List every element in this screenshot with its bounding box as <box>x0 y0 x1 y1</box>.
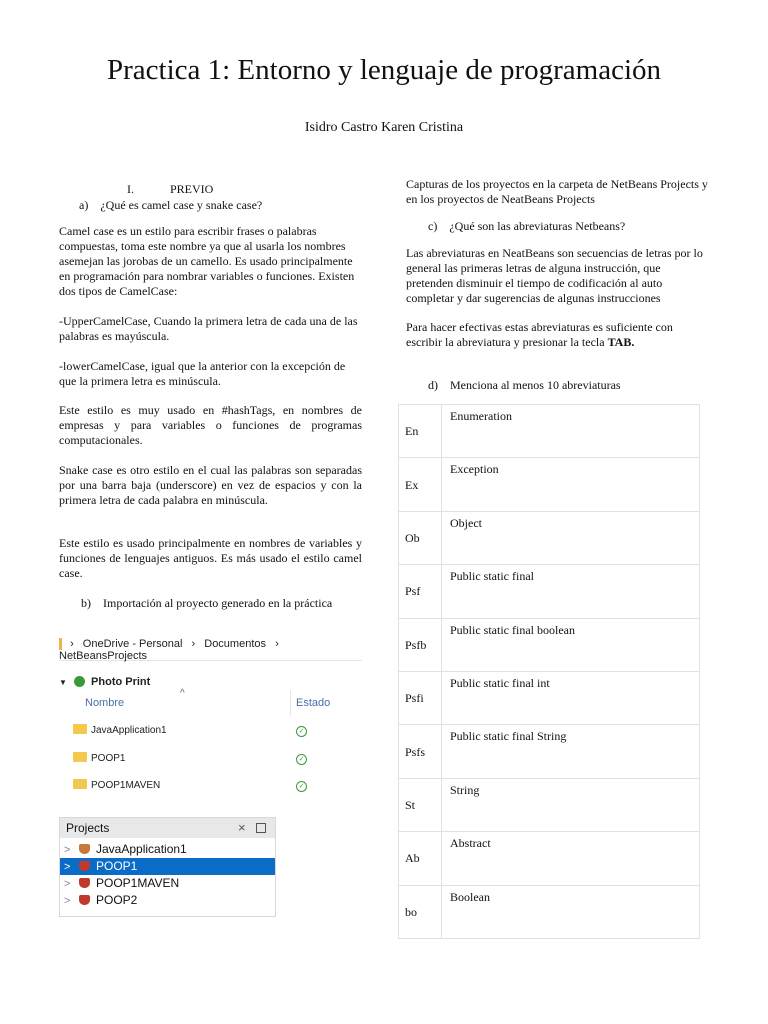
chevron-right-icon: › <box>191 638 196 651</box>
maven-project-icon <box>79 861 90 871</box>
question-a: a) ¿Qué es camel case y snake case? <box>79 198 263 212</box>
file-row-name: JavaApplication1 <box>91 725 167 736</box>
paragraph-tab-text: Para hacer efectivas estas abreviaturas es suficiente con escribir la abreviatura y presionar la tecla <box>406 320 673 349</box>
abbreviation-code: Psf <box>399 565 442 618</box>
abbreviation-code: En <box>399 405 442 458</box>
project-item[interactable] <box>60 841 275 858</box>
expand-chevron-icon[interactable]: > <box>64 895 71 907</box>
caret-down-icon[interactable]: ▼ <box>59 678 67 687</box>
paragraph-hashtags: Este estilo es muy usado en #hashTags, en nombres de empresas y para variables o funciones de programas computacionales. <box>59 403 362 447</box>
expand-chevron-icon[interactable]: > <box>64 861 71 873</box>
paragraph-usage: Este estilo es usado principalmente en nombres de variables y funciones de lenguajes antiguos. Es más usado el estilo camel case. <box>59 536 362 580</box>
chevron-right-icon: › <box>275 638 279 651</box>
abbreviation-code: St <box>399 778 442 831</box>
file-row[interactable] <box>73 725 167 736</box>
abbreviation-row <box>399 671 700 724</box>
breadcrumb-item-netbeansprojects[interactable]: NetBeansProjects <box>59 650 148 663</box>
abbreviation-meaning: Public static final boolean <box>442 618 700 671</box>
abbreviation-row <box>399 565 700 618</box>
abbreviations-table <box>398 404 700 939</box>
file-row-name: POOP1 <box>91 753 126 764</box>
abbreviation-row <box>399 458 700 511</box>
abbreviation-row <box>399 725 700 778</box>
tree-root-label: Photo Print <box>91 676 151 688</box>
project-item-selected[interactable] <box>60 858 275 875</box>
folder-icon <box>73 724 87 734</box>
tab-key-label: TAB. <box>607 335 635 349</box>
sync-ok-icon: ✓ <box>296 726 307 737</box>
project-item-label: POOP1 <box>96 859 138 873</box>
abbreviation-code: Ob <box>399 511 442 564</box>
column-divider <box>290 690 291 716</box>
chevron-right-icon: › <box>70 638 74 651</box>
abbreviation-meaning: Public static final String <box>442 725 700 778</box>
close-icon[interactable]: × <box>238 820 246 835</box>
paragraph-captures: Capturas de los proyectos en la carpeta de NetBeans Projects y en los proyectos de NeatBeans Projects <box>406 177 708 206</box>
document-title: Practica 1: Entorno y lenguaje de programación <box>106 54 662 86</box>
abbreviation-row <box>399 832 700 885</box>
maven-project-icon <box>79 878 90 888</box>
folder-marker-icon <box>59 638 62 650</box>
project-item[interactable] <box>60 875 275 892</box>
paragraph-camelcase: Camel case es un estilo para escribir frases o palabras compuestas, toma este nombre ya que al usarla los nombres asemejan las jorobas de un camello. Es usado principalmente en programación para nombrar variables o funciones. Existen dos tipos de CamelCase: <box>59 224 355 298</box>
expand-chevron-icon[interactable]: > <box>64 844 71 856</box>
abbreviation-code: bo <box>399 885 442 938</box>
project-item[interactable] <box>60 892 275 909</box>
question-b: b) Importación al proyecto generado en la práctica <box>81 596 333 610</box>
abbreviation-meaning: Boolean <box>442 885 700 938</box>
abbreviation-meaning: Exception <box>442 458 700 511</box>
abbreviation-meaning: Object <box>442 511 700 564</box>
maven-project-icon <box>79 895 90 905</box>
abbreviation-row <box>399 885 700 938</box>
column-header-status[interactable]: Estado <box>296 697 331 709</box>
abbreviation-row <box>399 778 700 831</box>
abbreviation-row <box>399 618 700 671</box>
folder-icon <box>73 779 87 789</box>
paragraph-tab-key <box>406 320 708 350</box>
paragraph-snakecase: Snake case es otro estilo en el cual las palabras son separadas por una barra baja (underscore) en vez de espacios y con la primera letra de cada palabra en minúscula. <box>59 463 362 507</box>
abbreviation-code: Psfb <box>399 618 442 671</box>
column-header-name[interactable]: Nombre <box>85 697 125 709</box>
abbreviation-meaning: Public static final int <box>442 671 700 724</box>
file-row[interactable] <box>73 780 160 791</box>
file-row[interactable] <box>73 753 125 764</box>
abbreviation-meaning: String <box>442 778 700 831</box>
folder-icon <box>73 752 87 762</box>
abbreviation-code: Psfs <box>399 725 442 778</box>
abbreviation-code: Psfi <box>399 671 442 724</box>
projects-panel <box>59 817 276 917</box>
breadcrumb <box>59 638 362 661</box>
abbreviation-meaning: Abstract <box>442 832 700 885</box>
java-project-icon <box>79 844 90 854</box>
abbreviation-row <box>399 405 700 458</box>
sync-ok-icon: ✓ <box>296 754 307 765</box>
photo-print-icon <box>74 676 85 687</box>
expand-chevron-icon[interactable]: > <box>64 878 71 890</box>
project-item-label: POOP2 <box>96 893 138 907</box>
projects-panel-title: Projects <box>66 821 110 835</box>
breadcrumb-item-documentos[interactable]: Documentos <box>204 638 267 651</box>
question-d: d) Menciona al menos 10 abreviaturas <box>428 378 621 392</box>
abbreviation-code: Ex <box>399 458 442 511</box>
paragraph-abbreviations: Las abreviaturas en NeatBeans son secuencias de letras por lo general las primeras letras de alguna instrucción, que pretenden disminuir el tiempo de codificación al auto completar y dar sugerencias de algunas instrucciones <box>406 246 703 305</box>
project-item-label: POOP1MAVEN <box>96 876 180 890</box>
abbreviation-meaning: Public static final <box>442 565 700 618</box>
abbreviation-meaning: Enumeration <box>442 405 700 458</box>
file-row-name: POOP1MAVEN <box>91 780 161 791</box>
author-name: Isidro Castro Karen Cristina <box>304 120 464 135</box>
paragraph-lowercamel: -lowerCamelCase, igual que la anterior con la excepción de que la primera letra es minúscula. <box>59 359 346 388</box>
tree-root[interactable] <box>59 676 150 688</box>
projects-panel-header <box>60 818 275 838</box>
section-heading: I. PREVIO <box>127 182 214 196</box>
paragraph-uppercamel: -UpperCamelCase, Cuando la primera letra de cada una de las palabras es mayúscula. <box>59 314 358 343</box>
sort-caret-icon: ^ <box>180 688 185 699</box>
breadcrumb-item-onedrive[interactable]: OneDrive - Personal <box>82 638 183 651</box>
project-item-label: JavaApplication1 <box>96 842 187 856</box>
abbreviation-code: Ab <box>399 832 442 885</box>
abbreviation-row <box>399 511 700 564</box>
sync-ok-icon: ✓ <box>296 781 307 792</box>
question-c: c) ¿Qué son las abreviaturas Netbeans? <box>428 219 626 233</box>
restore-window-icon[interactable] <box>256 823 266 833</box>
